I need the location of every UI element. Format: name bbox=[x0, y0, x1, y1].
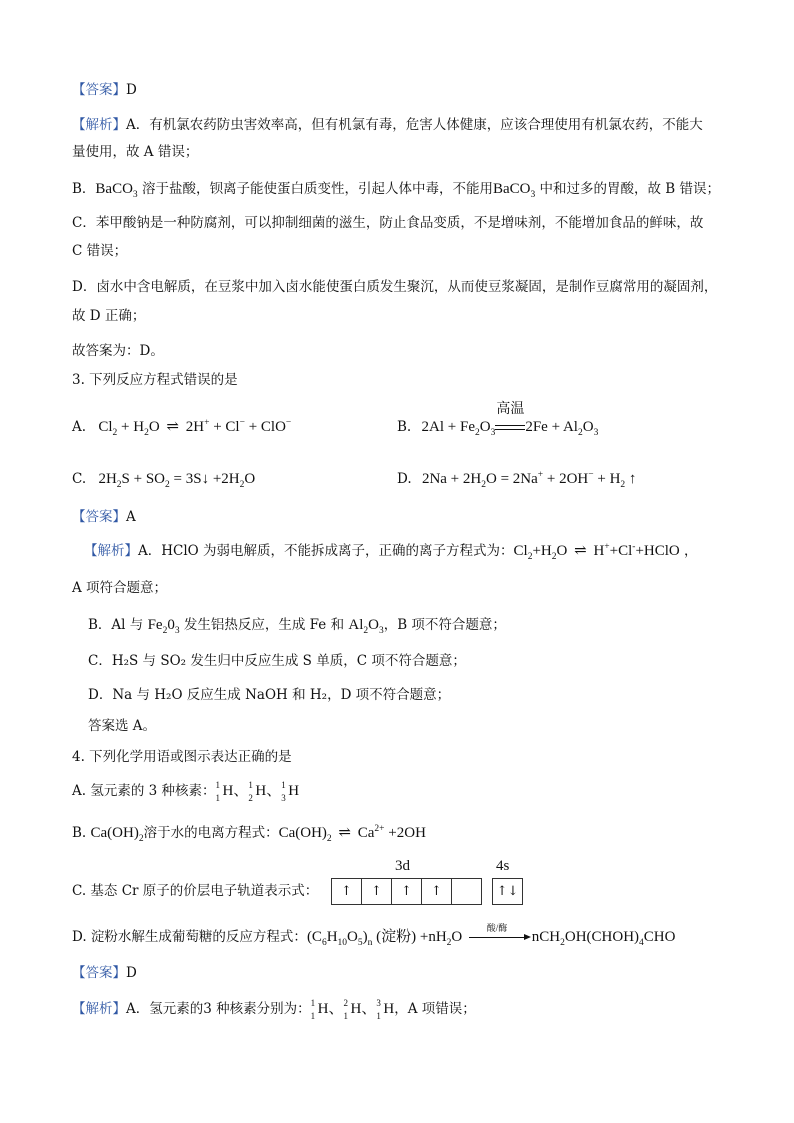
baco3-formula-2: BaCO$_3$ bbox=[492, 181, 536, 200]
caoh2-formula: $Ca(OH)_2$ bbox=[90, 825, 144, 844]
orbital-diagram bbox=[332, 878, 523, 905]
q4-stem: 4. 下列化学用语或图示表达正确的是 bbox=[72, 749, 292, 765]
q3-option-d-label: D. bbox=[397, 471, 412, 487]
q3-analysis-b bbox=[88, 615, 506, 635]
baco3-formula: BaCO$_3$ bbox=[95, 181, 138, 200]
q3-option-b-equation: $2Al + Fe_2O_3$ 高温 $2Fe + Al_2O_3$ bbox=[421, 402, 599, 438]
q4-analysis-a-end: ，A 项错误； bbox=[394, 1001, 476, 1017]
analysis-tag: 【解析】 bbox=[72, 1001, 126, 1017]
q3-answer-line bbox=[72, 507, 136, 527]
answer-tag: 【答案】 bbox=[72, 965, 126, 981]
q4-answer-value: D bbox=[126, 965, 137, 981]
q4-option-d-equation: $(C_6H_{10}O_5)_n$ (淀粉) $+nH_2O$ 酸/酶 $nCH_2OH(CHOH)_4CHO$ bbox=[307, 929, 676, 945]
q2-analysis-d-1: D．卤水中含电解质，在豆浆中加入卤水能使蛋白质发生聚沉，从而使豆浆凝固，是制作豆腐常用的凝固剂， bbox=[72, 279, 718, 295]
q4-option-d-text: D. 淀粉水解生成葡萄糖的反应方程式： bbox=[72, 929, 307, 945]
answer-tag: 【答案】 bbox=[72, 82, 126, 98]
q3-analysis-c: C．H₂S 与 SO₂ 发生归中反应生成 S 单质，C 项不符合题意； bbox=[88, 653, 466, 669]
orbital-3d-box-3: ↑ bbox=[391, 878, 422, 905]
q4-option-a-nuclides: 1 1 H、 1 2 H、 1 3 H bbox=[215, 780, 300, 803]
q4-answer-line bbox=[72, 963, 137, 983]
q3-analysis-b-text3: ，B 项不符合题意； bbox=[383, 617, 506, 633]
q3-analysis-b-text1: B．Al 与 bbox=[88, 617, 144, 633]
q3-option-c-label: C. bbox=[72, 471, 87, 487]
orbital-3d-box-2: ↑ bbox=[361, 878, 392, 905]
orbital-3d-box-4: ↑ bbox=[421, 878, 452, 905]
catalyst-label: 酸/酶 bbox=[486, 923, 508, 933]
high-temp-condition bbox=[495, 402, 525, 437]
q2-answer-line bbox=[72, 80, 137, 100]
orbital-3d-box-1: ↑ bbox=[331, 878, 362, 905]
q3-option-d-equation: $2Na + 2H_2O = 2Na^+ + 2OH^- + H_2$ ↑ bbox=[421, 470, 637, 490]
orbital-4s-box: ↑↓ bbox=[492, 878, 523, 905]
q4-option-b bbox=[72, 823, 426, 843]
q2-analysis-b-text1: 溶于盐酸，钡离子能使蛋白质变性，引起人体中毒，不能用 bbox=[141, 181, 493, 197]
q4-option-b-label: B. bbox=[72, 825, 87, 841]
q3-analysis-a-1: 【解析】A．HClO 为弱电解质，不能拆成离子，正确的离子方程式为：$Cl_2+H_2O$ ⇌ H++Cl-+HClO ， bbox=[84, 542, 698, 562]
q2-analysis-a-text: A．有机氯农药防虫害效率高，但有机氯有毒，危害人体健康，应该合理使用有机氯农药，不能大 bbox=[126, 117, 703, 133]
q3-analysis-d: D．Na 与 H₂O 反应生成 NaOH 和 H₂，D 项不符合题意； bbox=[88, 687, 451, 703]
q2-analysis-c-2: C 错误； bbox=[72, 243, 128, 259]
q3-option-c-equation: $2H_2S + SO_2$ = 3S↓ $+2H_2O$ bbox=[98, 471, 256, 490]
q4-option-b-equation: $Ca(OH)_2$ ⇌ $Ca^{2+} +2OH$ bbox=[278, 824, 426, 844]
q2-answer-value: D bbox=[126, 82, 137, 98]
q4-analysis-a bbox=[72, 999, 476, 1019]
q3-option-a-equation: $Cl_2 + H_2O$ ⇌ 2H+ + Cl− + ClO− bbox=[98, 418, 292, 438]
starch-label: (淀粉) bbox=[376, 929, 417, 945]
analysis-tag: 【解析】 bbox=[72, 117, 126, 133]
orbital-3d-box-5 bbox=[451, 878, 482, 905]
q2-analysis-b-text2: 中和过多的胃酸，故 B 错误； bbox=[539, 181, 721, 197]
q4-option-a-text: A. 氢元素的 3 种核素： bbox=[72, 783, 216, 799]
q3-option-b bbox=[397, 402, 599, 438]
q2-analysis-b bbox=[72, 179, 720, 199]
q4-analysis-a-text: A．氢元素的3 种核素分别为： bbox=[126, 1001, 311, 1017]
q3-option-c bbox=[72, 469, 255, 489]
fe2o3-formula: $Fe_20_3$ bbox=[147, 617, 180, 636]
q3-correct-equation: $Cl_2+H_2O$ ⇌ H++Cl-+HClO bbox=[513, 542, 680, 562]
orbital-label-4s: 4s bbox=[496, 858, 510, 874]
high-temp-label: 高温 bbox=[496, 402, 525, 417]
q4-option-a bbox=[72, 781, 299, 801]
orbital-label-3d: 3d bbox=[395, 858, 410, 874]
q3-option-b-label: B. bbox=[397, 419, 412, 435]
q3-conclusion: 答案选 A。 bbox=[88, 718, 157, 734]
q3-analysis-a-2: A 项符合题意； bbox=[72, 580, 168, 596]
q2-analysis-d-2: 故 D 正确； bbox=[72, 308, 146, 324]
q2-analysis-b-label: B． bbox=[72, 181, 96, 197]
q2-analysis-c-1: C．苯甲酸钠是一种防腐剂，可以抑制细菌的滋生，防止食品变质，不是增味剂，不能增加食品的鲜味，故 bbox=[72, 215, 704, 231]
q4-analysis-nuclides: 1 1 H、 2 1 H、 3 1 H bbox=[310, 998, 395, 1021]
al2o3-formula: $Al_2O_3$ bbox=[348, 617, 384, 636]
answer-tag: 【答案】 bbox=[72, 509, 126, 525]
q4-option-c: C. 基态 Cr 原子的价层电子轨道表示式： bbox=[72, 883, 319, 899]
q3-stem: 3. 下列反应方程式错误的是 bbox=[72, 372, 238, 388]
q2-analysis-a-2: 量使用，故 A 错误； bbox=[72, 144, 199, 160]
q3-analysis-a-text: A．HClO 为弱电解质，不能拆成离子，正确的离子方程式为： bbox=[138, 543, 514, 559]
q4-option-d bbox=[72, 923, 676, 948]
catalyst-arrow bbox=[466, 923, 528, 947]
q3-answer-value: A bbox=[126, 509, 136, 525]
q3-analysis-b-text2: 发生铝热反应，生成 Fe 和 bbox=[183, 617, 345, 633]
q3-option-a bbox=[72, 417, 291, 437]
q4-option-b-text: 溶于水的电离方程式： bbox=[143, 825, 279, 841]
q3-option-d bbox=[397, 469, 636, 489]
q3-option-a-label: A. bbox=[72, 419, 87, 435]
q2-conclusion: 故答案为：D。 bbox=[72, 343, 164, 359]
analysis-tag: 【解析】 bbox=[84, 543, 138, 559]
q2-analysis-a-1 bbox=[72, 115, 703, 135]
